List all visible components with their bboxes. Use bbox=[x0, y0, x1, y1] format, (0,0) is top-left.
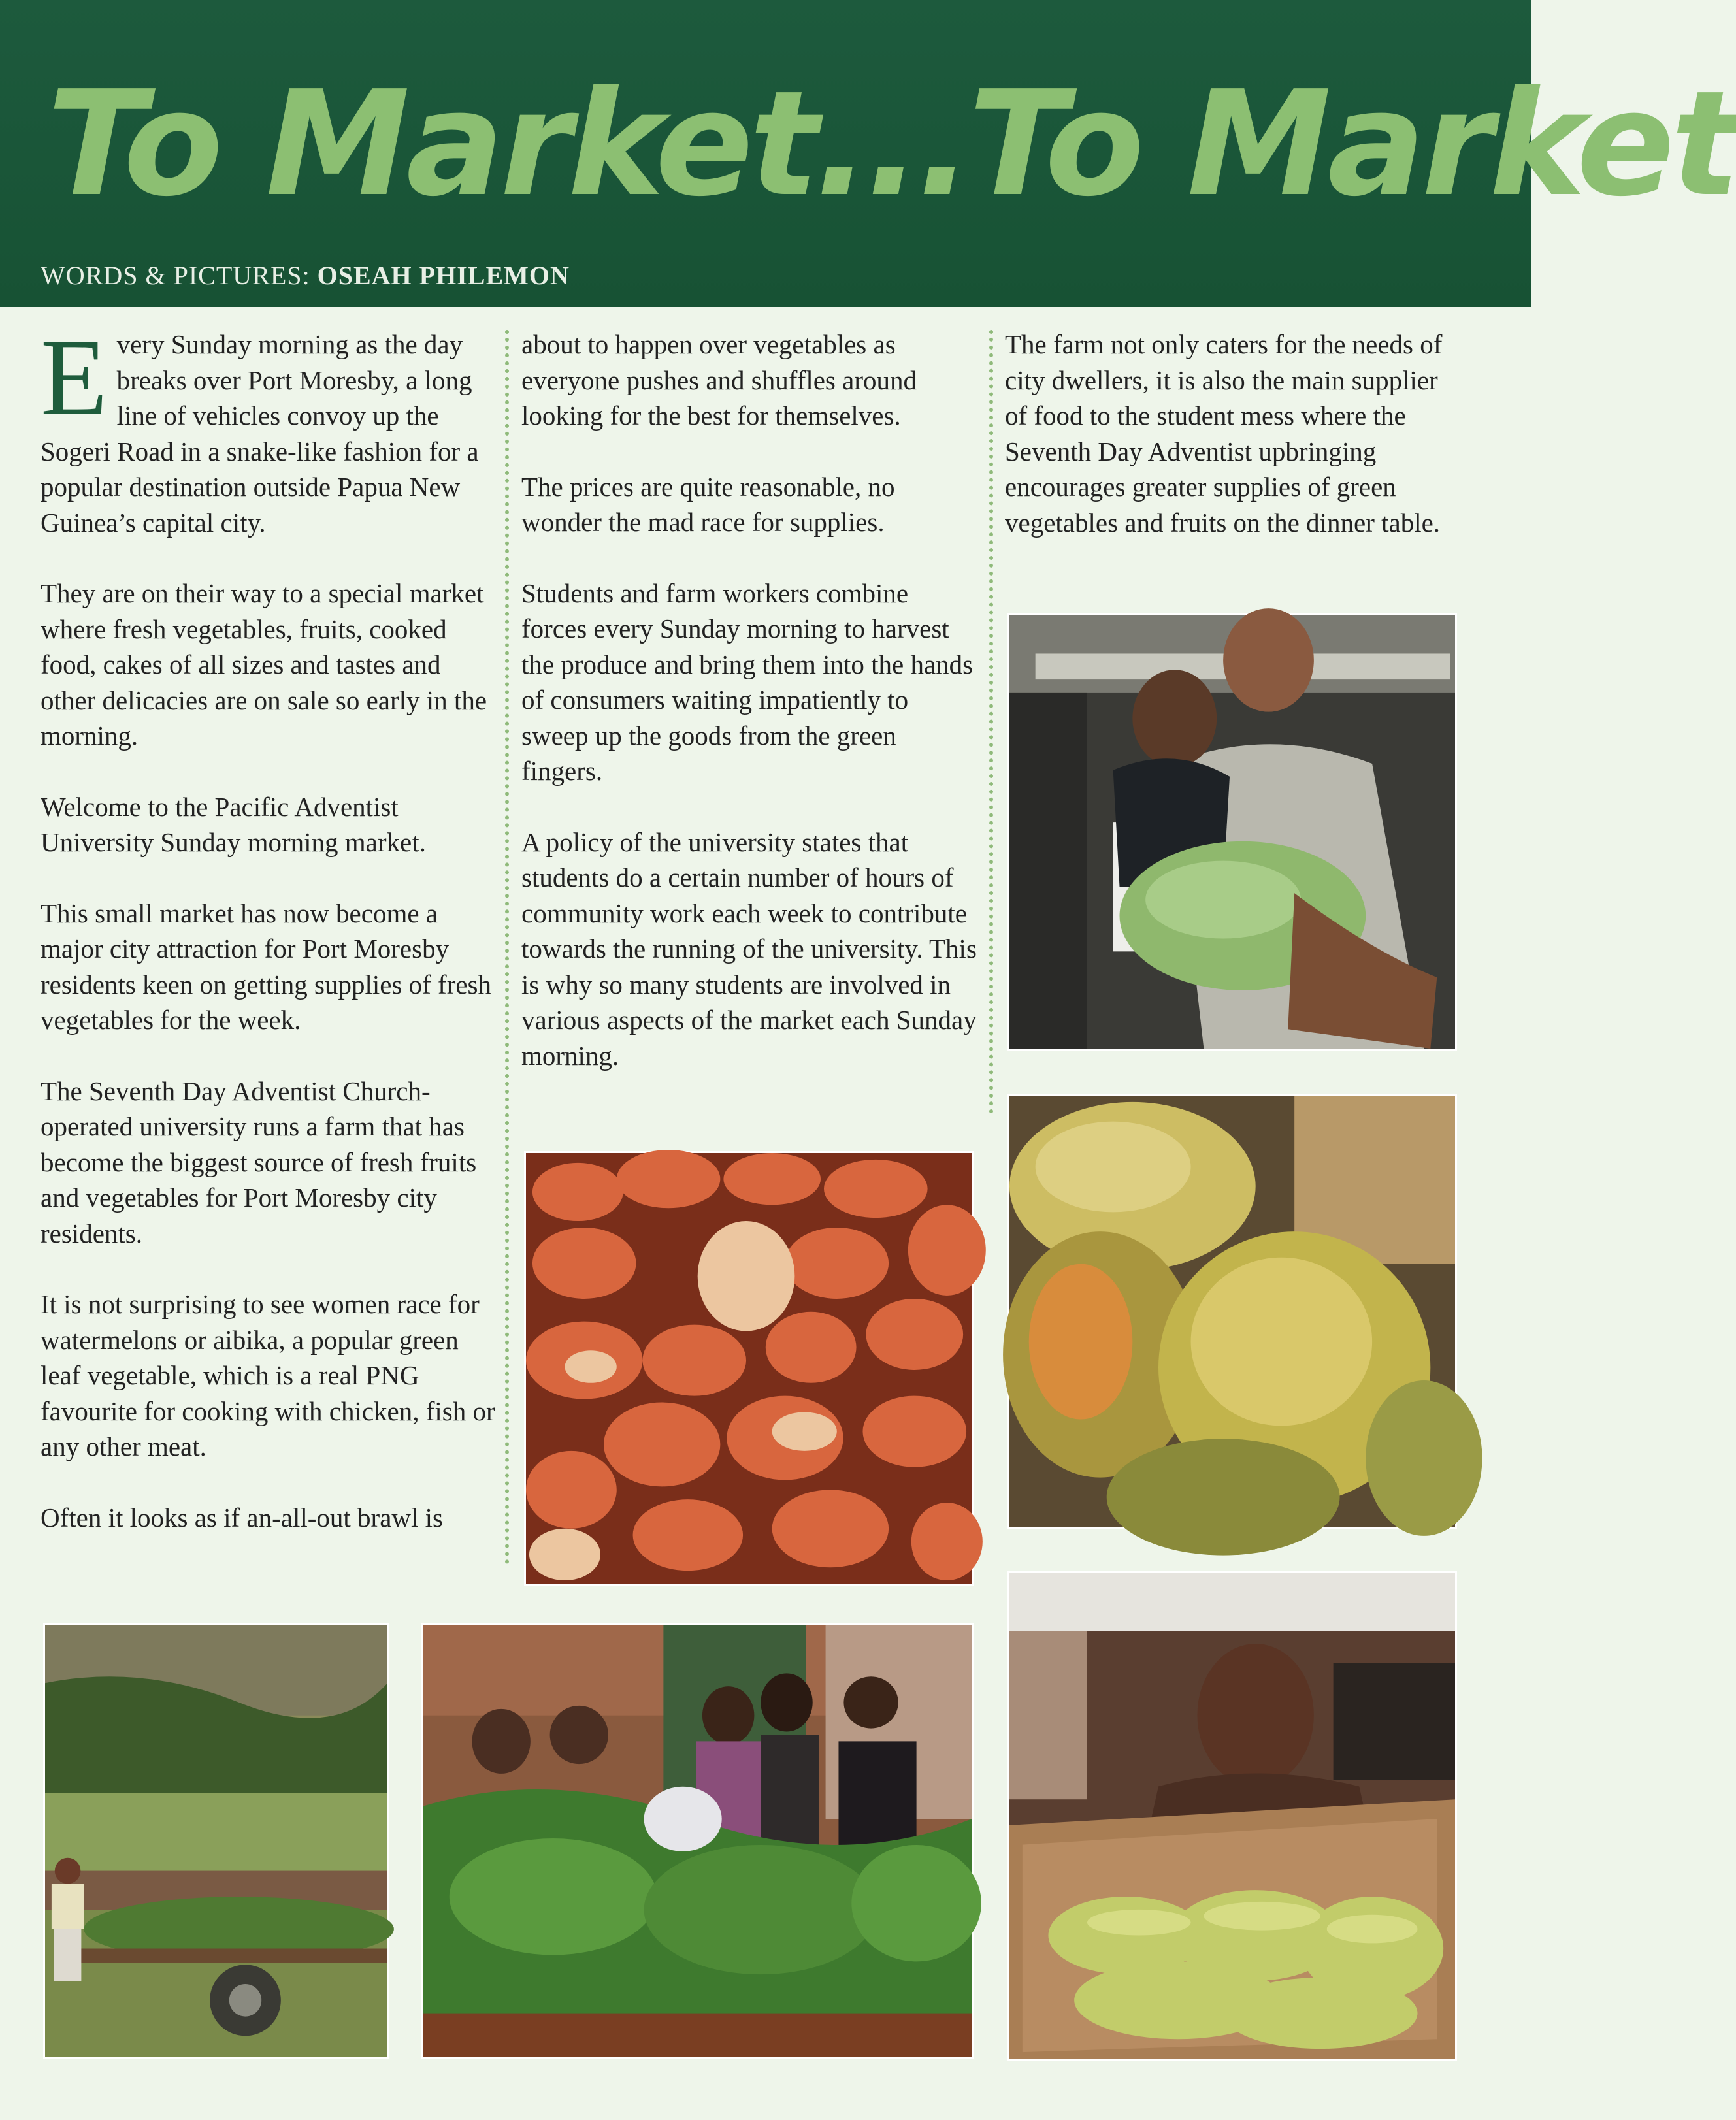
paragraph: about to happen over vegetables as everyone pushes and shuffles around looking for the best for themselves. bbox=[521, 329, 917, 431]
drop-cap: E bbox=[41, 317, 108, 438]
paragraph: A policy of the university states that students do a certain number of hours of community work each week to contribute towards the running of the university. This is why so many students are involved in various aspects of the market each Sunday morning. bbox=[521, 826, 977, 1071]
photo-man-with-watermelon bbox=[1007, 613, 1457, 1051]
paragraph: Welcome to the Pacific Adventist University Sunday morning market. bbox=[41, 791, 426, 857]
photo-vegetable-stall bbox=[421, 1623, 974, 2059]
paragraph bbox=[41, 317, 501, 540]
text-column-3 bbox=[1005, 327, 1462, 576]
header-banner bbox=[0, 0, 1736, 307]
paragraph: This small market has now become a major city attraction for Port Moresby residents keen on getting supplies of fresh vegetables for the week. bbox=[41, 898, 492, 1035]
paragraph: Students and farm workers combine forces every Sunday morning to harvest the produce and bring them into the hands of consumers waiting impatiently to sweep up the goods from the green fingers. bbox=[521, 578, 974, 786]
byline-author: OSEAH PHILEMON bbox=[317, 261, 570, 290]
column-divider bbox=[989, 330, 993, 1114]
column-divider bbox=[505, 330, 509, 1565]
article-title: To Market...To Market bbox=[47, 60, 1736, 229]
paragraph: The farm not only caters for the needs of city dwellers, it is also the main supplier of food to the student mess where the Seventh Day Adventist upbringing encourages greater supplies of green vegetables and fruits on the dinner table. bbox=[1005, 329, 1443, 538]
paragraph: The prices are quite reasonable, no wonder the mad race for supplies. bbox=[521, 471, 895, 537]
text-column-2 bbox=[521, 327, 979, 1109]
photo-man-with-bananas bbox=[1007, 1571, 1457, 2061]
byline-prefix: WORDS & PICTURES: bbox=[41, 261, 318, 290]
text-column-1 bbox=[41, 317, 501, 1571]
photo-tomatoes bbox=[524, 1151, 974, 1586]
paragraph: It is not surprising to see women race for watermelons or aibika, a popular green leaf vegetable, which is a real PNG favourite for cooking with chicken, fish or any other meat. bbox=[41, 1289, 495, 1461]
photo-papayas bbox=[1007, 1094, 1457, 1529]
photo-farm-trailer bbox=[43, 1623, 389, 2059]
paragraph: The Seventh Day Adventist Church-operated university runs a farm that has become the biggest source of fresh fruits and vegetables for Port Moresby city residents. bbox=[41, 1075, 477, 1248]
paragraph-text: very Sunday morning as the day breaks over Port Moresby, a long line of vehicles convoy up the Sogeri Road in a snake-like fashion for a popular destination outside Papua New Guinea’s capital city. bbox=[41, 329, 479, 538]
byline bbox=[41, 260, 570, 291]
paragraph: They are on their way to a special market where fresh vegetables, fruits, cooked food, cakes of all sizes and tastes and other delicacies are on sale so early in the morning. bbox=[41, 578, 487, 751]
paragraph: Often it looks as if an-all-out brawl is bbox=[41, 1502, 444, 1533]
